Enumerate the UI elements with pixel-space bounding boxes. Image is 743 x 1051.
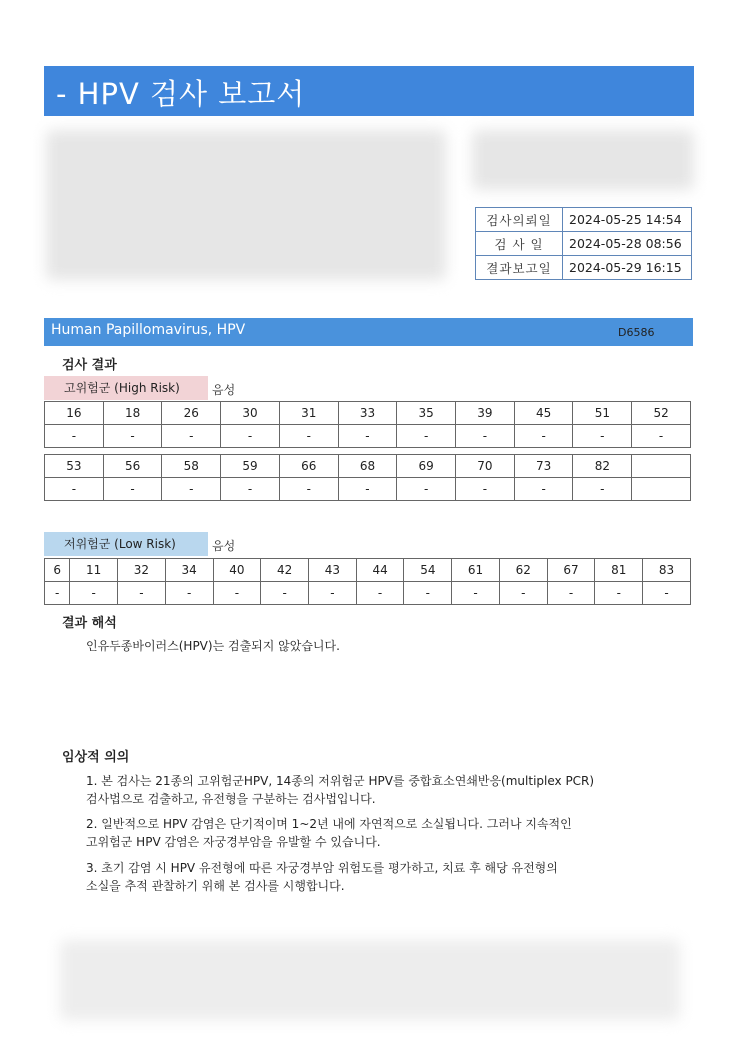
clinical-item-3-line-2: 소실을 추적 관찰하기 위해 본 검사를 시행합니다.: [86, 879, 345, 893]
result-cell: -: [45, 582, 70, 605]
genotype-cell: 59: [221, 455, 280, 478]
result-cell: -: [103, 478, 162, 501]
result-cell: -: [261, 582, 309, 605]
result-cell: -: [499, 582, 547, 605]
section-title: Human Papillomavirus, HPV: [51, 322, 246, 338]
genotype-cell: 40: [213, 559, 261, 582]
low-risk-label: 저위험군 (Low Risk): [44, 532, 208, 556]
genotype-cell: 58: [162, 455, 221, 478]
report-title: - HPV 검사 보고서: [56, 77, 306, 111]
table-spacer: [45, 448, 691, 455]
low-risk-table: [44, 558, 691, 605]
high-risk-label: 고위험군 (High Risk): [44, 376, 208, 400]
low-risk-result: 음성: [212, 539, 236, 553]
clinical-heading: 임상적 의의: [62, 750, 130, 765]
genotype-cell: 70: [456, 455, 515, 478]
dates-table: [475, 207, 692, 280]
date-value: 2024-05-28 08:56: [563, 232, 692, 256]
low-risk-type-row: [45, 559, 691, 582]
interpretation-text: 인유두종바이러스(HPV)는 검출되지 않았습니다.: [86, 639, 340, 653]
interpretation-heading: 결과 해석: [62, 616, 117, 631]
genotype-cell: 42: [261, 559, 309, 582]
date-label: 결과보고일: [476, 256, 563, 280]
date-label: 검사의뢰일: [476, 208, 563, 232]
date-label: 검 사 일: [476, 232, 563, 256]
result-cell: -: [632, 425, 691, 448]
high-risk-type-row-1: [45, 402, 691, 425]
genotype-cell: 67: [547, 559, 595, 582]
genotype-cell: 35: [397, 402, 456, 425]
result-cell: -: [514, 478, 573, 501]
genotype-cell: 61: [452, 559, 500, 582]
date-row-request: [476, 208, 692, 232]
result-cell: -: [338, 425, 397, 448]
result-cell: -: [309, 582, 357, 605]
result-cell: -: [404, 582, 452, 605]
result-cell: -: [103, 425, 162, 448]
test-code: D6586: [618, 326, 655, 339]
result-cell: -: [573, 478, 632, 501]
genotype-cell: 18: [103, 402, 162, 425]
genotype-cell: 39: [456, 402, 515, 425]
result-cell: -: [118, 582, 166, 605]
genotype-cell: 34: [165, 559, 213, 582]
result-cell: -: [397, 425, 456, 448]
result-cell: -: [221, 478, 280, 501]
redacted-patient-info: [46, 130, 446, 280]
result-cell: -: [162, 478, 221, 501]
genotype-cell: 69: [397, 455, 456, 478]
clinical-item-3-line-1: 3. 초기 감염 시 HPV 유전형에 따른 자궁경부암 위험도를 평가하고, 치료 후 해당 유전형의: [86, 861, 558, 875]
result-cell: -: [573, 425, 632, 448]
date-value: 2024-05-25 14:54: [563, 208, 692, 232]
genotype-cell: 11: [70, 559, 118, 582]
genotype-cell: 68: [338, 455, 397, 478]
result-cell: -: [162, 425, 221, 448]
results-heading: 검사 결과: [62, 358, 117, 373]
date-row-exam: [476, 232, 692, 256]
genotype-cell: 73: [514, 455, 573, 478]
redacted-institution-info: [472, 130, 694, 190]
result-cell: -: [279, 478, 338, 501]
genotype-cell: 52: [632, 402, 691, 425]
result-cell: -: [456, 478, 515, 501]
high-risk-type-row-2: [45, 455, 691, 478]
clinical-item-2-line-2: 고위험군 HPV 감염은 자궁경부암을 유발할 수 있습니다.: [86, 835, 381, 849]
clinical-item-2-line-1: 2. 일반적으로 HPV 감염은 단기적이며 1~2년 내에 자연적으로 소실됩니다. 그러나 지속적인: [86, 817, 572, 831]
genotype-cell: 33: [338, 402, 397, 425]
genotype-cell: 45: [514, 402, 573, 425]
genotype-cell: 31: [279, 402, 338, 425]
high-risk-value-row-2: [45, 478, 691, 501]
result-cell: [632, 478, 691, 501]
result-cell: -: [595, 582, 643, 605]
result-cell: -: [70, 582, 118, 605]
result-cell: -: [45, 425, 104, 448]
genotype-cell: 83: [643, 559, 691, 582]
result-cell: -: [452, 582, 500, 605]
genotype-cell: 82: [573, 455, 632, 478]
genotype-cell: 16: [45, 402, 104, 425]
result-cell: -: [279, 425, 338, 448]
genotype-cell: [632, 455, 691, 478]
genotype-cell: 56: [103, 455, 162, 478]
result-cell: -: [165, 582, 213, 605]
genotype-cell: 66: [279, 455, 338, 478]
result-cell: -: [356, 582, 404, 605]
high-risk-table: [44, 401, 691, 501]
genotype-cell: 26: [162, 402, 221, 425]
genotype-cell: 51: [573, 402, 632, 425]
date-row-report: [476, 256, 692, 280]
clinical-item-1-line-2: 검사법으로 검출하고, 유전형을 구분하는 검사법입니다.: [86, 792, 376, 806]
date-value: 2024-05-29 16:15: [563, 256, 692, 280]
result-cell: -: [213, 582, 261, 605]
low-risk-value-row: [45, 582, 691, 605]
genotype-cell: 6: [45, 559, 70, 582]
redacted-footer: [60, 940, 680, 1020]
result-cell: -: [456, 425, 515, 448]
genotype-cell: 44: [356, 559, 404, 582]
genotype-cell: 30: [221, 402, 280, 425]
result-cell: -: [338, 478, 397, 501]
result-cell: -: [643, 582, 691, 605]
result-cell: -: [397, 478, 456, 501]
result-cell: -: [221, 425, 280, 448]
genotype-cell: 53: [45, 455, 104, 478]
result-cell: -: [547, 582, 595, 605]
high-risk-result: 음성: [212, 383, 236, 397]
genotype-cell: 81: [595, 559, 643, 582]
result-cell: -: [45, 478, 104, 501]
clinical-item-1-line-1: 1. 본 검사는 21종의 고위험군HPV, 14종의 저위험군 HPV를 중합효소연쇄반응(multiplex PCR): [86, 774, 595, 788]
genotype-cell: 62: [499, 559, 547, 582]
result-cell: -: [514, 425, 573, 448]
high-risk-value-row-1: [45, 425, 691, 448]
genotype-cell: 32: [118, 559, 166, 582]
genotype-cell: 43: [309, 559, 357, 582]
genotype-cell: 54: [404, 559, 452, 582]
